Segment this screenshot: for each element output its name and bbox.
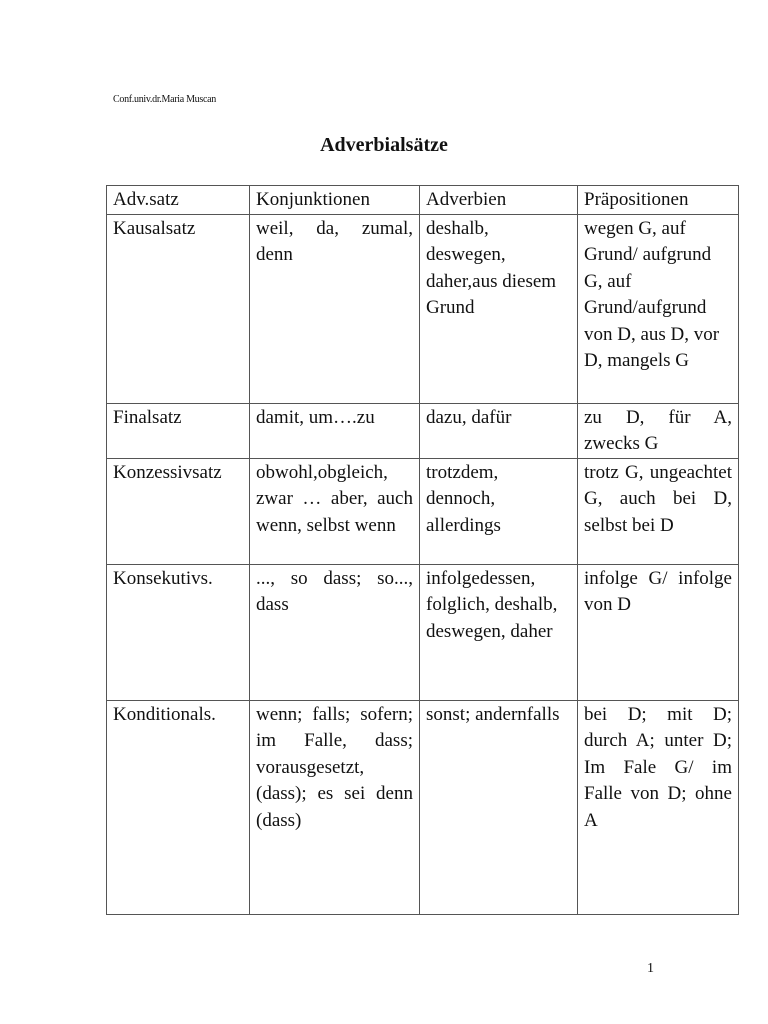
clause-type-cell: Finalsatz bbox=[107, 403, 250, 458]
adverbs-cell: sonst; andernfalls bbox=[420, 700, 578, 914]
prepositions-cell: infolge G/ infolge von D bbox=[578, 564, 739, 700]
clause-type-cell: Konsekutivs. bbox=[107, 564, 250, 700]
conjunctions-cell: weil, da, zumal, denn bbox=[250, 214, 420, 403]
clause-type-cell: Konzessivsatz bbox=[107, 458, 250, 564]
conjunctions-cell: ..., so dass; so..., dass bbox=[250, 564, 420, 700]
table-header-row bbox=[107, 186, 739, 215]
conjunctions-cell: damit, um….zu bbox=[250, 403, 420, 458]
adverbs-cell: deshalb, deswegen, daher,aus diesem Grund bbox=[420, 214, 578, 403]
header-cell: Konjunktionen bbox=[250, 186, 420, 215]
table-row bbox=[107, 214, 739, 403]
table-row bbox=[107, 458, 739, 564]
table-row bbox=[107, 564, 739, 700]
adverbs-cell: dazu, dafür bbox=[420, 403, 578, 458]
conjunctions-cell: obwohl,obgleich, zwar … aber, auch wenn, selbst wenn bbox=[250, 458, 420, 564]
prepositions-cell: trotz G, ungeachtet G, auch bei D, selbst bei D bbox=[578, 458, 739, 564]
document-title: Adverbialsätze bbox=[320, 134, 448, 156]
page-number: 1 bbox=[647, 961, 654, 976]
prepositions-cell: zu D, für A, zwecks G bbox=[578, 403, 739, 458]
author-line: Conf.univ.dr.Maria Muscan bbox=[113, 94, 216, 105]
prepositions-cell: wegen G, auf Grund/ aufgrund G, auf Grund/aufgrund von D, aus D, vor D, mangels G bbox=[578, 214, 739, 403]
header-cell: Adv.satz bbox=[107, 186, 250, 215]
clause-type-cell: Kausalsatz bbox=[107, 214, 250, 403]
header-cell: Adverbien bbox=[420, 186, 578, 215]
prepositions-cell: bei D; mit D; durch A; unter D; Im Fale G/ im Falle von D; ohne A bbox=[578, 700, 739, 914]
adverbial-clauses-table bbox=[106, 185, 739, 915]
table-row bbox=[107, 700, 739, 914]
header-cell: Präpositionen bbox=[578, 186, 739, 215]
adverbs-cell: trotzdem, dennoch, allerdings bbox=[420, 458, 578, 564]
conjunctions-cell: wenn; falls; sofern; im Falle, dass; vorausgesetzt, (dass); es sei denn (dass) bbox=[250, 700, 420, 914]
clause-type-cell: Konditionals. bbox=[107, 700, 250, 914]
table-row bbox=[107, 403, 739, 458]
adverbs-cell: infolgedessen, folglich, deshalb, deswegen, daher bbox=[420, 564, 578, 700]
